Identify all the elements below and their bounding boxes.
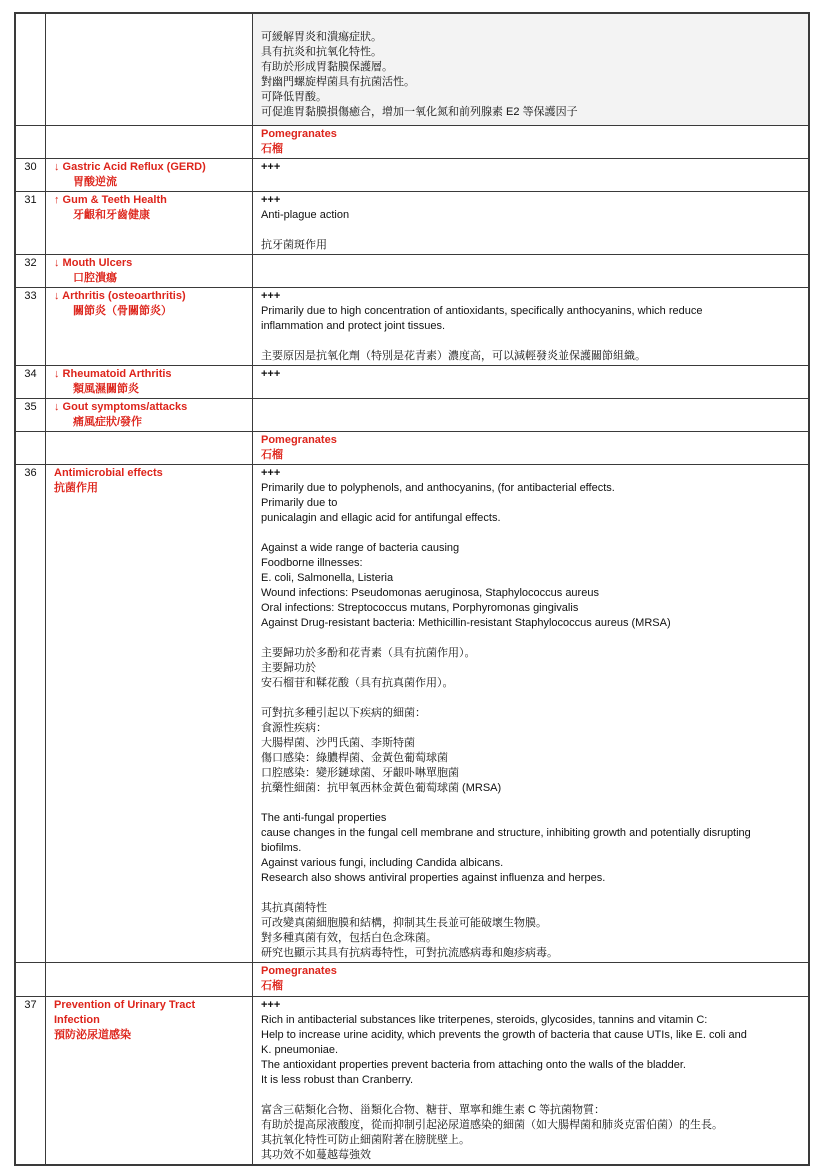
content-line: 可改變真菌細胞膜和結構，抑制其生長並可能破壞生物膜。 [261, 917, 547, 929]
row-label-cell [46, 288, 253, 365]
content-line: 對幽門螺旋桿菌具有抗菌活性。 [261, 76, 415, 88]
content-line: Research also shows antiviral properties against influenza and herpes. [261, 872, 606, 884]
table-row-30 [16, 159, 808, 192]
row-label-cell [46, 126, 253, 158]
content-line: punicalagin and ellagic acid for antifungal effects. [261, 512, 501, 524]
content-line [261, 526, 800, 541]
row-content-cell [253, 399, 808, 431]
row-label-line: Prevention of Urinary Tract [54, 999, 196, 1011]
content-line [261, 1088, 800, 1103]
row-label-line: ↓ Gastric Acid Reflux (GERD) [54, 161, 206, 173]
row-number-cell: 31 [16, 192, 46, 254]
content-line: The antioxidant properties prevent bacteria from attaching onto the walls of the bladder. [261, 1059, 686, 1071]
content-line [261, 334, 800, 349]
row-label-cell [46, 14, 253, 125]
content-line: 口腔感染：變形鏈球菌、牙齦卟啉單胞菌 [261, 767, 459, 779]
content-line: +++ [261, 467, 281, 479]
row-label-line: ↓ Mouth Ulcers [54, 257, 133, 269]
section-title-zh: 石榴 [261, 143, 283, 155]
row-label-line: 抗菌作用 [54, 482, 98, 494]
content-line: 大腸桿菌、沙門氏菌、李斯特菌 [261, 737, 415, 749]
row-label-line: ↓ Arthritis (osteoarthritis) [54, 290, 186, 302]
content-line: 主要歸功於 [261, 662, 316, 674]
content-line: 主要歸功於多酚和花青素（具有抗菌作用）。 [261, 647, 476, 659]
content-line: 可降低胃酸。 [261, 91, 327, 103]
content-line: 其抗真菌特性 [261, 902, 327, 914]
row-label-line: 痛風症狀/發作 [73, 416, 143, 428]
content-line: biofilms. [261, 842, 302, 854]
content-line: +++ [261, 999, 281, 1011]
content-line: inflammation and protect joint tissues. [261, 320, 446, 332]
row-label-cell [46, 963, 253, 996]
content-line: +++ [261, 368, 281, 380]
content-line: Primarily due to high concentration of antioxidants, specifically anthocyanins, which reduce [261, 305, 703, 317]
row-content-cell [253, 465, 808, 962]
content-line: Foodborne illnesses: [261, 557, 363, 569]
row-number-cell: 32 [16, 255, 46, 287]
row-number-cell: 34 [16, 366, 46, 398]
row-label-line: Infection [54, 1014, 100, 1026]
content-line: Oral infections: Streptococcus mutans, Porphyromonas gingivalis [261, 602, 579, 614]
content-line: E. coli, Salmonella, Listeria [261, 572, 394, 584]
content-line: 食源性疾病： [261, 722, 327, 734]
section-title-en: Pomegranates [261, 965, 337, 977]
content-line: 研究也顯示其具有抗病毒特性，可對抗流感病毒和皰疹病毒。 [261, 947, 558, 959]
section-header-row [16, 126, 808, 159]
content-line: 富含三萜類化合物、甾類化合物、糖苷、單寧和維生素 C 等抗菌物質： [261, 1104, 606, 1116]
content-line: K. pneumoniae. [261, 1044, 339, 1056]
content-line: 其抗氧化特性可防止細菌附著在膀胱壁上。 [261, 1134, 470, 1146]
row-label-line: ↓ Rheumatoid Arthritis [54, 368, 172, 380]
row-label-line: ↓ Gout symptoms/attacks [54, 401, 188, 413]
content-line [261, 631, 800, 646]
section-title-cell [253, 126, 808, 158]
health-effects-table [14, 12, 810, 1166]
row-label-cell [46, 432, 253, 464]
row-label-cell [46, 465, 253, 962]
row-number-cell: 35 [16, 399, 46, 431]
content-line: 可對抗多種引起以下疾病的細菌： [261, 707, 426, 719]
section-header-row [16, 432, 808, 465]
row-label-line: ↑ Gum & Teeth Health [54, 194, 167, 206]
row-number-cell: 33 [16, 288, 46, 365]
content-line: cause changes in the fungal cell membrane and structure, inhibiting growth and potentially disrupting [261, 827, 751, 839]
row-label-line: 預防泌尿道感染 [54, 1029, 131, 1041]
carryover-note-row [16, 14, 808, 126]
content-line: 具有抗炎和抗氧化特性。 [261, 46, 382, 58]
content-line: Against a wide range of bacteria causing [261, 542, 460, 554]
content-line: Wound infections: Pseudomonas aeruginosa, Staphylococcus aureus [261, 587, 599, 599]
content-line: 抗藥性細菌：抗甲氧西林金黃色葡萄球菌 (MRSA) [261, 782, 502, 794]
section-title-en: Pomegranates [261, 434, 337, 446]
row-label-cell [46, 997, 253, 1164]
row-label-line: 類風濕關節炎 [73, 383, 139, 395]
row-content-cell [253, 255, 808, 287]
row-label-line: Antimicrobial effects [54, 467, 163, 479]
table-row-36 [16, 465, 808, 963]
row-label-cell [46, 399, 253, 431]
content-line: 傷口感染：綠膿桿菌、金黃色葡萄球菌 [261, 752, 448, 764]
row-content-cell [253, 366, 808, 398]
table-row-35 [16, 399, 808, 432]
section-header-row [16, 963, 808, 997]
content-line: 抗牙菌斑作用 [261, 239, 327, 251]
row-label-cell [46, 255, 253, 287]
table-row-34 [16, 366, 808, 399]
content-line: +++ [261, 161, 281, 173]
row-content-cell [253, 192, 808, 254]
content-line: Anti-plague action [261, 209, 350, 221]
row-label-cell [46, 366, 253, 398]
row-label-line: 關節炎（骨關節炎） [73, 305, 172, 317]
row-number-cell [16, 432, 46, 464]
content-line: 其功效不如蔓越莓強效 [261, 1149, 371, 1161]
content-line: Against various fungi, including Candida albicans. [261, 857, 504, 869]
content-line: 可緩解胃炎和潰瘍症狀。 [261, 31, 382, 43]
row-number-cell: 30 [16, 159, 46, 191]
content-line: 主要原因是抗氧化劑（特別是花青素）濃度高，可以減輕發炎並保護關節組織。 [261, 350, 646, 362]
content-line: Rich in antibacterial substances like triterpenes, steroids, glycosides, tannins and vitamin C: [261, 1014, 708, 1026]
section-title-zh: 石榴 [261, 449, 283, 461]
table-row-32 [16, 255, 808, 288]
table-row-31 [16, 192, 808, 255]
content-line: 有助於形成胃黏膜保護層。 [261, 61, 393, 73]
content-line: Primarily due to [261, 497, 338, 509]
row-content-cell [253, 14, 808, 125]
content-line: Help to increase urine acidity, which prevents the growth of bacteria that cause UTIs, like E. coli and [261, 1029, 747, 1041]
content-line: 對多種真菌有效，包括白色念珠菌。 [261, 932, 437, 944]
row-label-line: 牙齦和牙齒健康 [73, 209, 150, 221]
section-title-zh: 石榴 [261, 980, 283, 992]
content-line: The anti-fungal properties [261, 812, 387, 824]
row-number-cell [16, 14, 46, 125]
row-label-line: 胃酸逆流 [73, 176, 117, 188]
row-number-cell: 37 [16, 997, 46, 1164]
content-line [261, 223, 800, 238]
row-content-cell [253, 997, 808, 1164]
section-title-cell [253, 963, 808, 996]
row-label-line: 口腔潰瘍 [73, 272, 117, 284]
content-line: +++ [261, 290, 281, 302]
content-line: 可促進胃黏膜損傷癒合，增加一氧化氮和前列腺素 E2 等保護因子 [261, 106, 578, 118]
content-line [261, 691, 800, 706]
content-line: Against Drug-resistant bacteria: Methicillin-resistant Staphylococcus aureus (MRSA) [261, 617, 671, 629]
content-line: +++ [261, 194, 281, 206]
content-line: 安石榴苷和鞣花酸（具有抗真菌作用）。 [261, 677, 454, 689]
table-row-33 [16, 288, 808, 366]
section-title-en: Pomegranates [261, 128, 337, 140]
table-row-37 [16, 997, 808, 1164]
row-label-cell [46, 192, 253, 254]
content-line [261, 796, 800, 811]
row-content-cell [253, 159, 808, 191]
content-line: It is less robust than Cranberry. [261, 1074, 414, 1086]
row-label-cell [46, 159, 253, 191]
row-content-cell [253, 288, 808, 365]
row-number-cell [16, 126, 46, 158]
row-number-cell [16, 963, 46, 996]
row-number-cell: 36 [16, 465, 46, 962]
content-line [261, 886, 800, 901]
section-title-cell [253, 432, 808, 464]
content-line: 有助於提高尿液酸度，從而抑制引起泌尿道感染的細菌（如大腸桿菌和肺炎克雷伯菌）的生長。 [261, 1119, 723, 1131]
content-line: Primarily due to polyphenols, and anthocyanins, (for antibacterial effects. [261, 482, 615, 494]
